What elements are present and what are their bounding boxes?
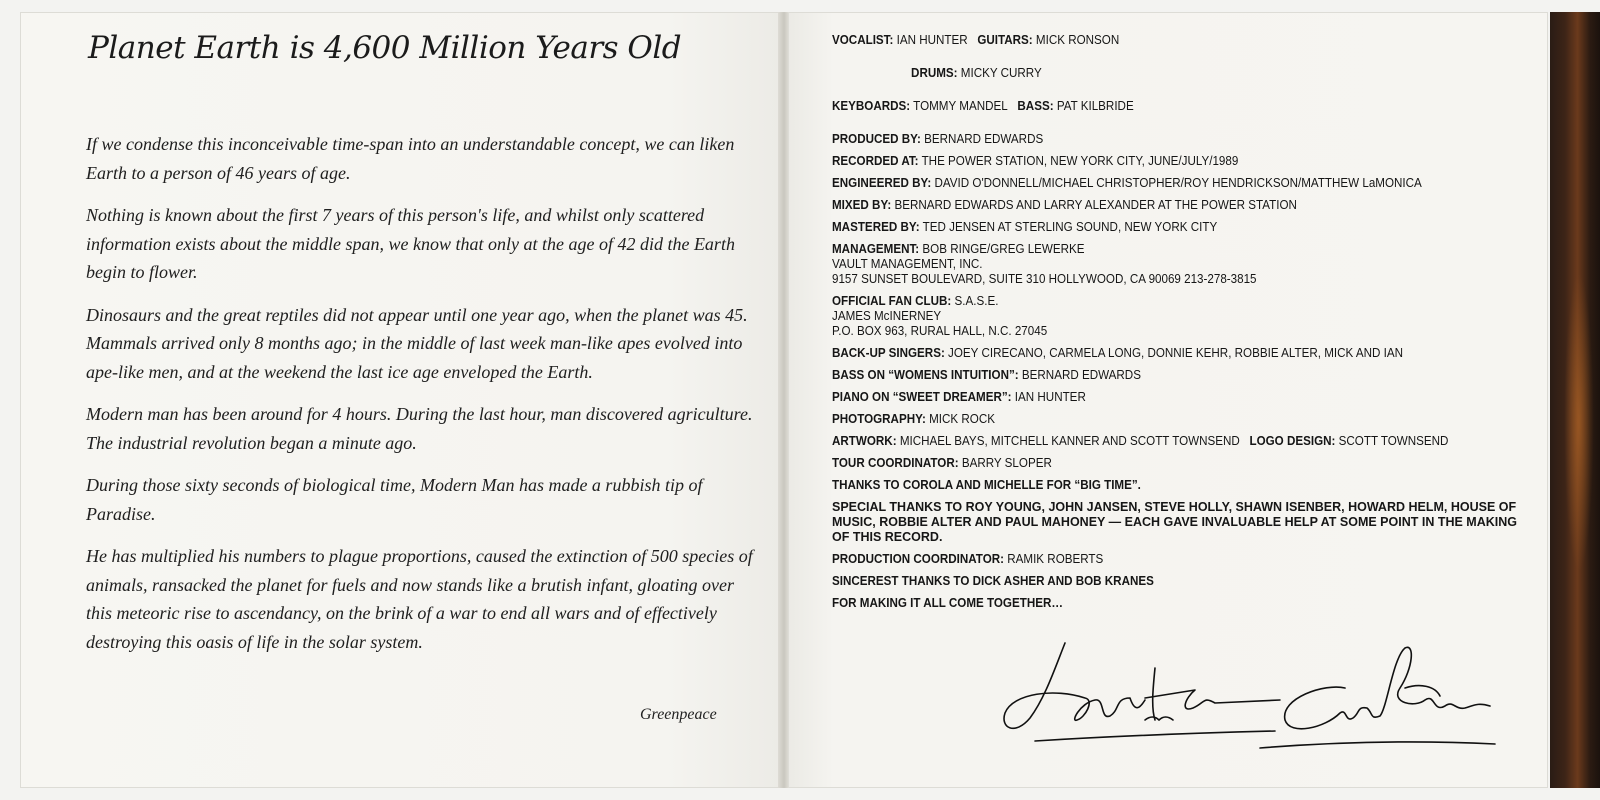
- credit-label: DRUMS:: [911, 66, 958, 80]
- credit-fanclub-address: P.O. BOX 963, RURAL HALL, N.C. 27045: [832, 324, 1048, 338]
- essay-paragraph: If we condense this inconceivable time-span into an understandable concept, we can liken Earth to a person of 46 years of age.: [86, 134, 735, 183]
- signature-underline-2: [1260, 742, 1495, 748]
- credit-label: PRODUCTION COORDINATOR:: [832, 552, 1005, 566]
- essay-body: [86, 130, 756, 670]
- credit-value: THE POWER STATION, NEW YORK CITY, JUNE/JULY/1989: [921, 154, 1239, 168]
- credit-label: BASS ON “WOMENS INTUITION”:: [832, 368, 1019, 382]
- essay-paragraph: Dinosaurs and the great reptiles did not appear until one year ago, when the planet was 45. Mammals arrived only 8 months ago; in the middle of last week man-like apes evolved into ape-like men, and at the weekend the last ice age enveloped the Earth.: [86, 304, 748, 382]
- credit-production-coordinator: [832, 552, 1483, 567]
- credit-label: ENGINEERED BY:: [832, 176, 932, 190]
- credit-drums: [832, 66, 1483, 81]
- credit-value: S.A.S.E.: [954, 294, 999, 308]
- credit-photography: [832, 412, 1483, 427]
- credit-value: BARRY SLOPER: [961, 456, 1052, 470]
- credit-value: SCOTT TOWNSEND: [1338, 434, 1449, 448]
- credit-value: MICK ROCK: [929, 412, 995, 426]
- credit-sincerest-text: FOR MAKING IT ALL COME TOGETHER…: [832, 596, 1064, 610]
- credit-management: [832, 242, 1483, 257]
- credit-value: TOMMY MANDEL: [913, 99, 1008, 113]
- credit-label: TOUR COORDINATOR:: [832, 456, 959, 470]
- credit-label: BACK-UP SINGERS:: [832, 346, 945, 360]
- cover-edge: [1550, 12, 1600, 788]
- credit-label: ARTWORK:: [832, 434, 897, 448]
- credit-label: KEYBOARDS:: [832, 99, 911, 113]
- credit-value: MICHAEL BAYS, MITCHELL KANNER AND SCOTT TOWNSEND: [899, 434, 1240, 448]
- credit-thanks-text: THANKS TO COROLA AND MICHELLE FOR “BIG TIME”.: [832, 478, 1141, 492]
- essay-paragraph: Nothing is known about the first 7 years of this person's life, and whilst only scattered information exists about the middle span, we know that only at the age of 42 did the Earth begin to flower.: [86, 205, 735, 282]
- essay-paragraph: During those sixty seconds of biological time, Modern Man has made a rubbish tip of Paradise.: [86, 475, 703, 524]
- essay-paragraph: He has multiplied his numbers to plague proportions, caused the extinction of 500 species of animals, ransacked the planet for fuels and now stands like a brutish infant, gloating over this meteoric rise to ascendancy, on the brink of a war to end all wars and of effectively destroying this oasis of life in the solar system.: [86, 546, 753, 652]
- credit-value: PAT KILBRIDE: [1056, 99, 1134, 113]
- credit-value: BERNARD EDWARDS AND LARRY ALEXANDER AT THE POWER STATION: [894, 198, 1297, 212]
- credit-produced: [832, 132, 1483, 147]
- credit-label: LOGO DESIGN:: [1249, 434, 1336, 448]
- credit-value: DAVID O'DONNELL/MICHAEL CHRISTOPHER/ROY HENDRICKSON/MATTHEW LaMONICA: [934, 176, 1422, 190]
- credit-fanclub: [832, 294, 1483, 309]
- credit-label: MASTERED BY:: [832, 220, 920, 234]
- credit-special-thanks: [832, 500, 1522, 545]
- credit-keyboards-bass: [832, 99, 1483, 114]
- credit-label: PIANO ON “SWEET DREAMER”:: [832, 390, 1012, 404]
- signatures: [995, 628, 1515, 778]
- essay-attribution: Greenpeace: [640, 706, 717, 723]
- credit-sincerest-text: SINCEREST THANKS TO DICK ASHER AND BOB KRANES: [832, 574, 1154, 588]
- credit-label: PHOTOGRAPHY:: [832, 412, 926, 426]
- credit-value: MICK RONSON: [1035, 33, 1120, 47]
- credit-value: MICKY CURRY: [960, 66, 1042, 80]
- credit-label: GUITARS:: [977, 33, 1033, 47]
- credit-value: RAMIK ROBERTS: [1007, 552, 1104, 566]
- credit-label: OFFICIAL FAN CLUB:: [832, 294, 952, 308]
- credit-label: MANAGEMENT:: [832, 242, 920, 256]
- credit-value: BOB RINGE/GREG LEWERKE: [922, 242, 1085, 256]
- credit-tour: [832, 456, 1483, 471]
- essay-paragraph: Modern man has been around for 4 hours. During the last hour, man discovered agriculture. The industrial revolution began a minute ago.: [86, 404, 753, 453]
- credit-value: TED JENSEN AT STERLING SOUND, NEW YORK CITY: [922, 220, 1218, 234]
- credit-management-address: 9157 SUNSET BOULEVARD, SUITE 310 HOLLYWOOD, CA 90069 213-278-3815: [832, 272, 1257, 286]
- credit-value: BERNARD EDWARDS: [1021, 368, 1141, 382]
- credit-label: BASS:: [1017, 99, 1054, 113]
- credit-backup-singers: [832, 346, 1483, 361]
- credit-label: MIXED BY:: [832, 198, 892, 212]
- credit-fanclub-name: JAMES McINERNEY: [832, 309, 942, 323]
- essay-title: Planet Earth is 4,600 Million Years Old: [88, 30, 682, 66]
- credit-thanks: [832, 478, 1483, 493]
- signature-mick-ronson: [1285, 647, 1490, 728]
- credit-value: IAN HUNTER: [896, 33, 968, 47]
- credit-engineered: [832, 176, 1483, 191]
- credit-special-thanks-text: SPECIAL THANKS TO ROY YOUNG, JOHN JANSEN, STEVE HOLLY, SHAWN ISENBER, HOWARD HELM, HOUSE OF MUSIC, ROBBIE ALTER AND PAUL MAHONEY — EACH GAVE INVALUABLE HELP AT SOME POINT IN THE MAKING OF THIS RECORD.: [832, 500, 1517, 544]
- credit-value: JOEY CIRECANO, CARMELA LONG, DONNIE KEHR, ROBBIE ALTER, MICK AND IAN: [948, 346, 1404, 360]
- credit-management-company: VAULT MANAGEMENT, INC.: [832, 257, 983, 271]
- credit-value: BERNARD EDWARDS: [924, 132, 1044, 146]
- credit-mastered: [832, 220, 1483, 235]
- credit-recorded: [832, 154, 1483, 169]
- credit-sincerest-1: [832, 574, 1483, 589]
- credit-label: RECORDED AT:: [832, 154, 919, 168]
- credit-mixed: [832, 198, 1483, 213]
- credit-artwork-logo: [832, 434, 1483, 449]
- credit-vocalist-guitars: [832, 33, 1483, 48]
- credit-label: PRODUCED BY:: [832, 132, 921, 146]
- credit-value: IAN HUNTER: [1014, 390, 1086, 404]
- credit-sincerest-2: [832, 596, 1483, 611]
- album-credits: [832, 33, 1532, 611]
- credit-label: VOCALIST:: [832, 33, 894, 47]
- credit-piano-on: [832, 390, 1483, 405]
- credit-bass-on: [832, 368, 1483, 383]
- signature-ian-hunter: [1004, 643, 1280, 728]
- signature-underline-1: [1035, 731, 1275, 741]
- signature-artwork: [995, 628, 1515, 778]
